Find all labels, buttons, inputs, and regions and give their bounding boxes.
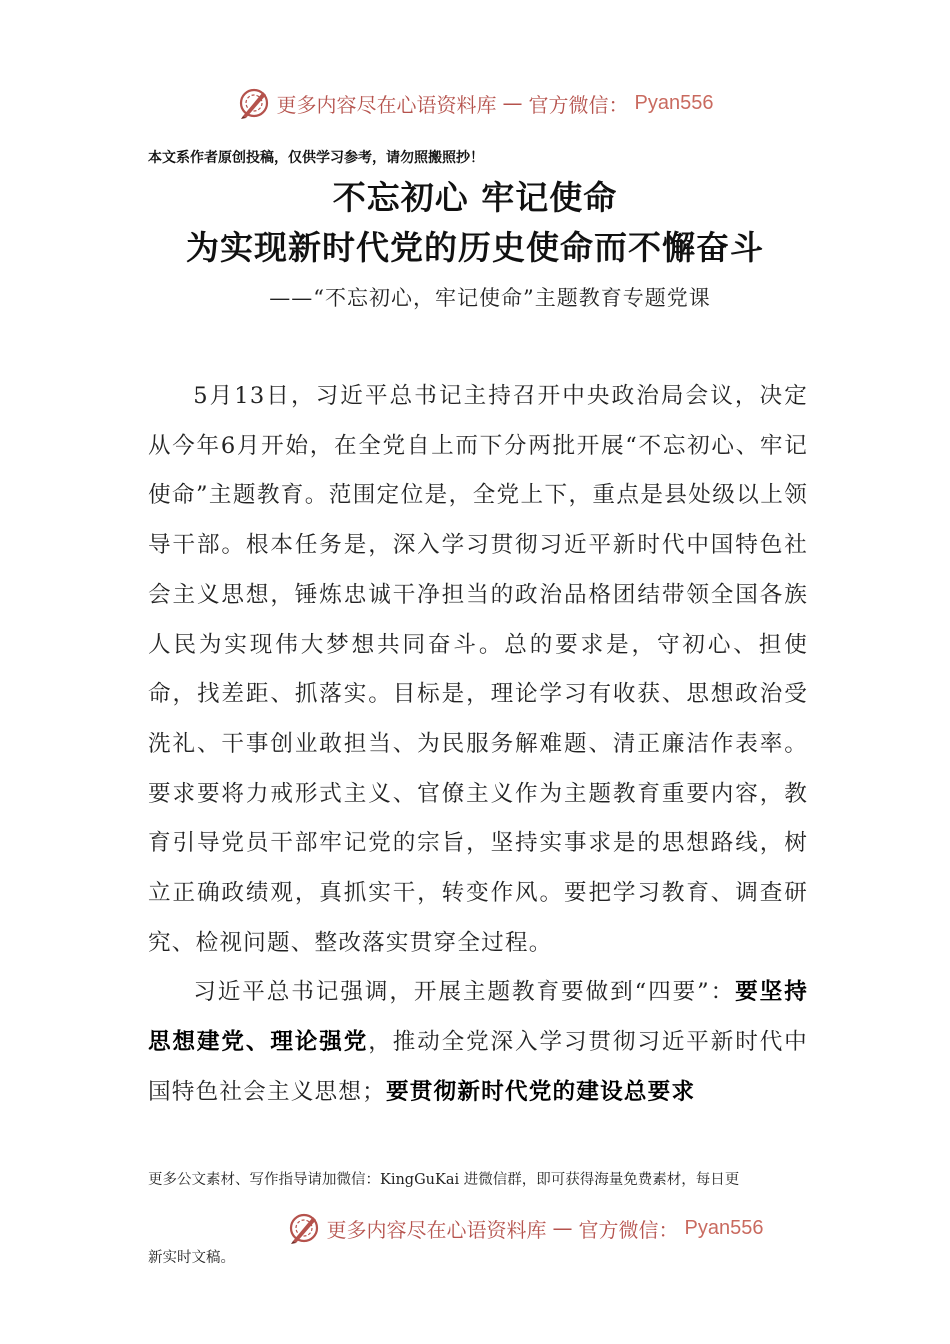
pen-logo-icon [287, 1211, 321, 1245]
paragraph-2-emphasis-1: 要坚持思想建党、理论强党 [148, 979, 808, 1056]
document-title-line2: 为实现新时代党的历史使命而不懈奋斗 [186, 228, 764, 267]
document-body [148, 372, 808, 1118]
disclaimer-note: 本文系作者原创投稿，仅供学习参考，请勿照搬照抄！ [148, 150, 484, 166]
document-subtitle: ——“不忘初心，牢记使命”主题教育专题党课 [269, 286, 711, 310]
paragraph-1: 5月13日，习近平总书记主持召开中央政治局会议，决定从今年6月开始，在全党自上而下分两批开展“不忘初心、牢记使命”主题教育。范围定位是，全党上下，重点是县处级以上领导干部。根本任务是，深入学习贯彻习近平新时代中国特色社会主义思想，锤炼忠诚干净担当的政治品格团结带领全国各族人民为实现伟大梦想共同奋斗。总的要求是，守初心、担使命，找差距、抓落实。目标是，理论学习有收获、思想政治受洗礼、干事创业敢担当、为民服务解难题、清正廉洁作表率。要求要将力戒形式主义、官僚主义作为主题教育重要内容，教育引导党员干部牢记党的宗旨，坚持实事求是的思想路线，树立正确政绩观，真抓实干，转变作风。要把学习教育、调查研究、检视问题、整改落实贯穿全过程。 [148, 383, 808, 956]
paragraph-2-emphasis-2: 要贯彻新时代党的建设总要求 [385, 1078, 696, 1105]
pen-logo-icon [237, 86, 271, 120]
paragraph-2 [148, 968, 808, 1117]
watermark-separator: — [552, 1216, 573, 1240]
watermark-separator: — [502, 91, 523, 115]
watermark-wechat-id: Pyan556 [684, 1216, 764, 1239]
header-watermark [0, 86, 950, 120]
footer-note-continued: 新实时文稿。 [148, 1250, 235, 1266]
document-title-line1: 不忘初心 牢记使命 [332, 178, 618, 217]
watermark-text: 更多内容尽在心语资料库 [326, 1217, 547, 1242]
watermark-text: 更多内容尽在心语资料库 [276, 92, 497, 117]
paragraph-2-intro: 习近平总书记强调，开展主题教育要做到“四要”： [193, 979, 736, 1006]
footer-note: 更多公文素材、写作指导请加微信：KingGuKai 进微信群，即可获得海量免费素材，每日更 [148, 1172, 740, 1188]
watermark-official-label: 官方微信： [578, 1217, 679, 1242]
paragraph-2-middle: ，推动全党深入学习贯彻习近平新时代中国特色社会主义思想； [148, 1029, 808, 1105]
footer-watermark [50, 1211, 950, 1245]
watermark-official-label: 官方微信： [528, 92, 629, 117]
watermark-wechat-id: Pyan556 [634, 91, 714, 114]
